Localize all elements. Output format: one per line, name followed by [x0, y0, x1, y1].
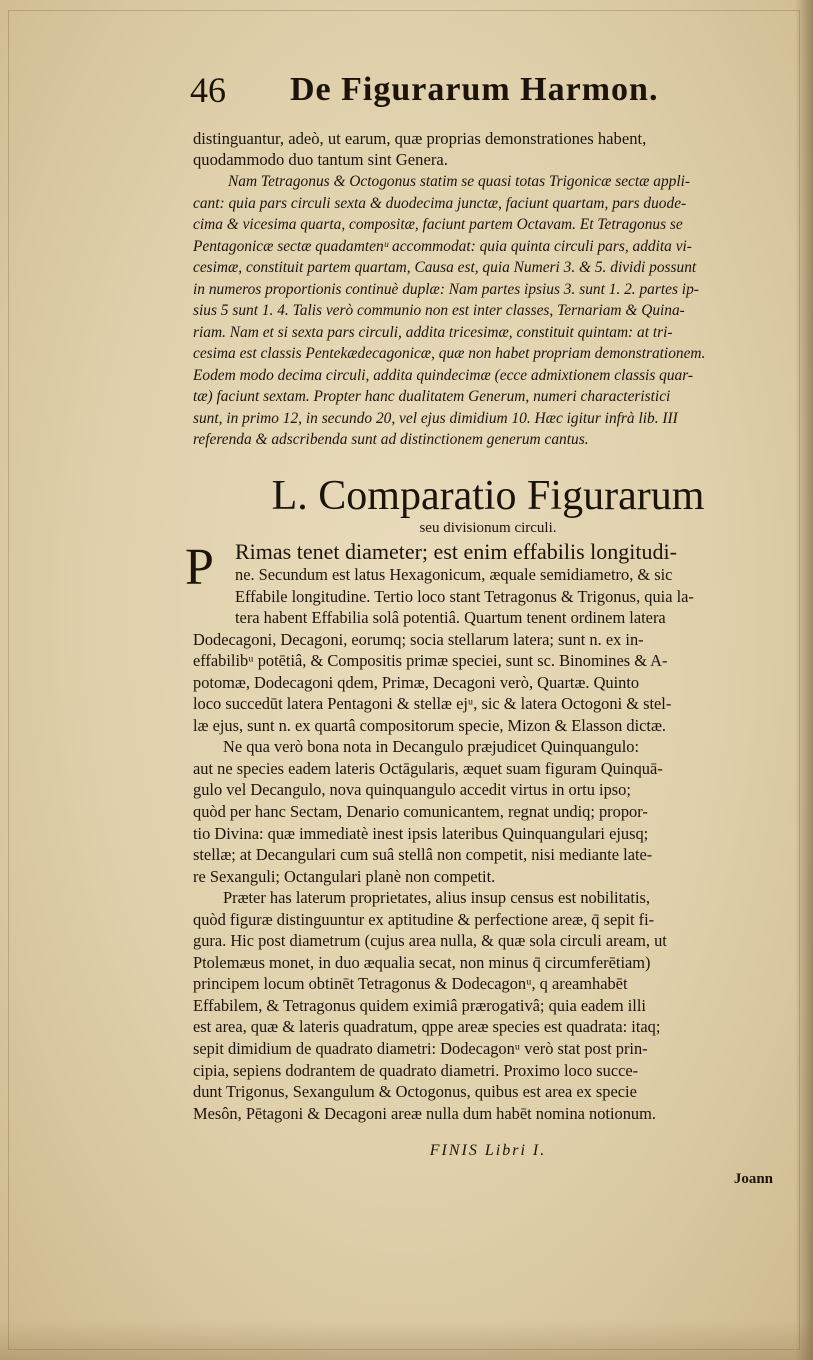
page-header: [190, 68, 730, 112]
finis-line: FINIS Libri I.: [429, 1142, 547, 1159]
text-line: Effabile longitudine. Tertio loco stant Tetragonus & Trigonus, quia la-: [235, 586, 694, 606]
italic-paragraph: [193, 171, 783, 451]
text-line: cima & vicesima quarta, compositæ, faciunt partem Octavam. Et Tetragonus se: [193, 216, 683, 233]
drop-cap-lines: [193, 540, 783, 629]
top-paragraph: [193, 128, 783, 170]
text-line: Rimas tenet diameter; est enim effabilis longitudi-: [235, 540, 677, 564]
text-line: principem locum obtinēt Tetragonus & Dodecagonᵘ, q areamhabēt: [193, 974, 628, 994]
text-line: Præter has laterum proprietates, alius insup census est nobilitatis,: [223, 888, 650, 908]
page-edge-shadow: [795, 0, 813, 1360]
text-line: quodammodo duo tantum sint Genera.: [193, 150, 448, 169]
text-line: Ptolemæus monet, in duo æqualia secat, non minus q̄ circumferētiam): [193, 952, 651, 972]
text-line: cant: quia pars circuli sexta & duodecima junctæ, faciunt quartam, pars duode-: [193, 194, 687, 212]
main-text: [185, 539, 783, 1124]
text-line: est area, quæ & lateris quadratum, qppe areæ species est quadrata: itaq;: [193, 1017, 661, 1037]
text-line: stellæ; at Decangulari cum suâ stellâ non competit, nisi mediante late-: [193, 845, 653, 865]
text-line: sunt, in primo 12, in secundo 20, vel ejus dimidium 10. Hæc igitur infrà lib. III: [193, 409, 678, 427]
running-head: De Figurarum Harmon.: [290, 71, 659, 108]
text-line: aut ne species eadem lateris Octāgularis, æquet suam figuram Quinquā-: [193, 758, 663, 778]
text-line: cesimæ, constituit partem quartam, Causa est, quia Numeri 3. & 5. dividi possunt: [193, 259, 697, 276]
text-line: Pentagonicæ sectæ quadamtenᵘ accommodat: quia quinta circuli pars, addita vi-: [193, 237, 692, 255]
text-line: Ne qua verò bona nota in Decangulo præjudicet Quinquangulo:: [223, 737, 640, 757]
text-line: potomæ, Dodecagoni qdem, Primæ, Decagoni verò, Quartæ. Quinto: [193, 672, 640, 692]
chapter-subheading: seu divisionum circuli.: [419, 520, 557, 536]
text-line: quòd figuræ distinguuntur ex aptitudine & perfectione areæ, q̄ sepit fi-: [193, 909, 655, 929]
text-line: sepit dimidium de quadrato diametri: Dodecagonᵘ verò stat post prin-: [193, 1039, 648, 1059]
text-line: dunt Trigonus, Sexangulum & Octogonus, quibus est area ex specie: [193, 1082, 637, 1102]
text-line: effabilibᵘ potētiâ, & Compositis primæ speciei, sunt sc. Binomines & A-: [193, 651, 668, 671]
text-line: cipia, sepiens dodrantem de quadrato diametri. Proximo loco succe-: [193, 1060, 639, 1080]
text-line: tæ) faciunt sextam. Propter hanc dualitatem Generum, numeri characteristici: [193, 388, 671, 405]
text-line: loco succedūt latera Pentagoni & stellæ ejᵘ, sic & latera Octogoni & stel-: [193, 694, 672, 714]
text-line: quòd per hanc Sectam, Denario comunicantem, regnat undiq; propor-: [193, 802, 648, 822]
text-line: riam. Nam et si sexta pars circuli, addita tricesimæ, constituit quintam: at tri-: [193, 323, 673, 341]
text-line: Mesôn, Pētagoni & Decagoni areæ nulla dum habēt nomina notionum.: [193, 1103, 656, 1123]
text-line: ne. Secundum est latus Hexagonicum, æquale semidiametro, & sic: [235, 565, 673, 584]
text-line: gura. Hic post diametrum (cujus area nulla, & quæ sola circuli aream, ut: [193, 931, 667, 951]
text-line: sius 5 sunt 1. 4. Talis verò communio non est inter classes, Ternariam & Quina-: [193, 302, 685, 319]
text-line: referenda & adscribenda sunt ad distinctionem generum cantus.: [193, 431, 589, 448]
text-line: læ ejus, sunt n. ex quartâ compositorum specie, Mizon & Elasson dictæ.: [193, 715, 666, 735]
text-line: tio Divina: quæ immediatè inest ipsis lateribus Quinquangulari ejusq;: [193, 823, 649, 843]
text-line: distinguantur, adeò, ut earum, quæ proprias demonstrationes habent,: [193, 129, 647, 148]
chapter-heading: L. Comparatio Figurarum: [271, 473, 705, 519]
text-line: Dodecagoni, Decagoni, eorumq; socia stellarum latera; sunt n. ex in-: [193, 629, 644, 649]
drop-cap: P: [185, 539, 214, 596]
text-line: Eodem modo decima circuli, addita quindecimæ (ecce admixtionem classis quar-: [193, 366, 694, 384]
page-number: 46: [190, 70, 226, 110]
text-line: cesima est classis Pentekædecagonicæ, quæ non habet propriam demonstrationem.: [193, 345, 706, 362]
text-line: Effabilem, & Tetragonus quidem eximiâ prærogativâ; quia eadem illi: [193, 995, 646, 1015]
page-bottom-shadow: [0, 1320, 813, 1360]
text-line: Nam Tetragonus & Octogonus statim se quasi totas Trigonicæ sectæ appli-: [228, 173, 691, 190]
text-line: tera habent Effabilia solâ potentiâ. Quartum tenent ordinem latera: [235, 608, 666, 628]
text-line: gulo vel Decangulo, nova quinquangulo accedit virtus in ortu ipso;: [193, 780, 631, 800]
catchword: Joann: [733, 1171, 773, 1187]
text-line: in numeros proportionis continuè duplæ: Nam partes ipsius 3. sunt 1. 2. partes ip-: [193, 280, 699, 298]
text-line: re Sexanguli; Octangulari planè non competit.: [193, 866, 496, 886]
